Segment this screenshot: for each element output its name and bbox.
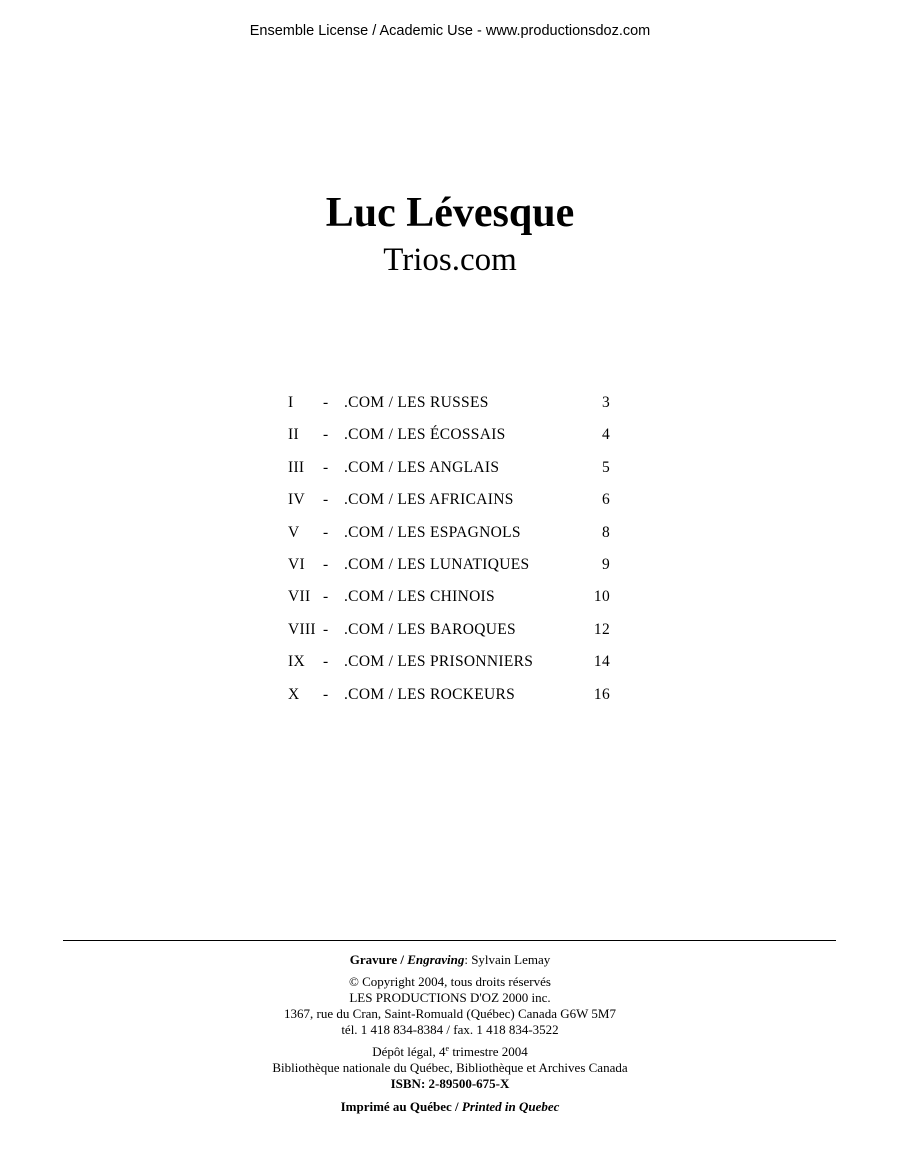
- toc-movement-title: .COM / LES AFRICAINS: [344, 491, 514, 509]
- toc-row: [288, 619, 610, 651]
- engraving-credit: [0, 952, 900, 968]
- printed-in: [0, 1099, 900, 1115]
- copyright-notice: © Copyright 2004, tous droits réservés: [349, 974, 551, 989]
- toc-page-number: 4: [601, 426, 610, 444]
- toc-row: [288, 489, 610, 521]
- toc-page-number: 10: [593, 588, 610, 606]
- toc-movement-title: .COM / LES ESPAGNOLS: [344, 523, 521, 541]
- isbn: ISBN: 2-89500-675-X: [390, 1076, 510, 1091]
- toc-movement-number: VI: [288, 555, 305, 573]
- toc-row: [288, 522, 610, 554]
- toc-page-number: 14: [593, 653, 610, 671]
- toc-movement-number: II: [288, 426, 299, 444]
- toc-page-number: 8: [601, 523, 610, 541]
- license-header: Ensemble License / Academic Use - www.productionsdoz.com: [249, 23, 651, 39]
- toc-page-number: 9: [601, 555, 610, 573]
- toc-page-number: 12: [593, 620, 610, 638]
- toc-movement-title: .COM / LES RUSSES: [344, 394, 489, 411]
- toc-page-number: 3: [601, 394, 610, 411]
- toc-movement-number: III: [288, 458, 305, 476]
- publisher-footer: [0, 952, 900, 1115]
- work-title: Trios.com: [383, 242, 517, 278]
- table-of-contents: [288, 392, 610, 716]
- toc-page-number: 5: [601, 458, 610, 476]
- library-notice: Bibliothèque nationale du Québec, Bibliothèque et Archives Canada: [272, 1060, 628, 1075]
- footer-divider: [63, 940, 836, 941]
- legal-deposit-prefix: Dépôt légal, 4: [372, 1044, 446, 1059]
- toc-row: [288, 684, 610, 716]
- engraving-label-en: Engraving: [407, 952, 465, 967]
- legal-deposit-suffix: trimestre 2004: [449, 1044, 528, 1059]
- toc-separator: -: [323, 620, 329, 638]
- toc-separator: -: [323, 523, 329, 541]
- toc-separator: -: [323, 555, 329, 573]
- toc-page-number: 6: [601, 491, 610, 509]
- toc-movement-number: IV: [288, 491, 305, 509]
- toc-row: [288, 457, 610, 489]
- toc-separator: -: [323, 426, 329, 444]
- toc-movement-title: .COM / LES ÉCOSSAIS: [344, 426, 506, 444]
- printed-in-fr: Imprimé au Québec /: [340, 1099, 462, 1114]
- toc-movement-title: .COM / LES BAROQUES: [344, 620, 516, 638]
- publisher-address: 1367, rue du Cran, Saint-Romuald (Québec) Canada G6W 5M7: [284, 1006, 616, 1021]
- toc-separator: -: [323, 653, 329, 671]
- engraving-label-fr: Gravure /: [349, 952, 408, 967]
- toc-separator: -: [323, 394, 329, 411]
- toc-row: [288, 651, 610, 683]
- legal-deposit: [0, 1044, 900, 1060]
- toc-movement-number: VII: [288, 588, 311, 606]
- toc-movement-title: .COM / LES PRISONNIERS: [344, 653, 534, 671]
- toc-separator: -: [323, 458, 329, 476]
- toc-separator: -: [323, 685, 329, 703]
- printed-in-en: Printed in Quebec: [461, 1099, 560, 1114]
- toc-movement-number: VIII: [288, 620, 316, 638]
- toc-row: [288, 554, 610, 586]
- legal-deposit-superscript: e: [445, 1044, 450, 1053]
- engraving-name: : Sylvain Lemay: [464, 952, 551, 967]
- toc-separator: -: [323, 588, 329, 606]
- toc-page-number: 16: [593, 685, 610, 703]
- toc-movement-number: IX: [288, 653, 305, 671]
- publisher-phone-fax: tél. 1 418 834-8384 / fax. 1 418 834-3522: [341, 1022, 559, 1037]
- toc-movement-title: .COM / LES ANGLAIS: [344, 458, 500, 476]
- toc-movement-number: X: [288, 685, 300, 703]
- toc-movement-title: .COM / LES ROCKEURS: [344, 685, 516, 703]
- toc-movement-number: I: [288, 394, 294, 411]
- toc-movement-number: V: [288, 523, 300, 541]
- publisher-name: LES PRODUCTIONS D'OZ 2000 inc.: [349, 990, 551, 1005]
- toc-separator: -: [323, 491, 329, 509]
- composer-name: Luc Lévesque: [325, 190, 575, 236]
- toc-movement-title: .COM / LES CHINOIS: [344, 588, 495, 606]
- toc-movement-title: .COM / LES LUNATIQUES: [344, 555, 530, 573]
- toc-row: [288, 586, 610, 618]
- toc-row: [288, 392, 610, 424]
- toc-row: [288, 424, 610, 456]
